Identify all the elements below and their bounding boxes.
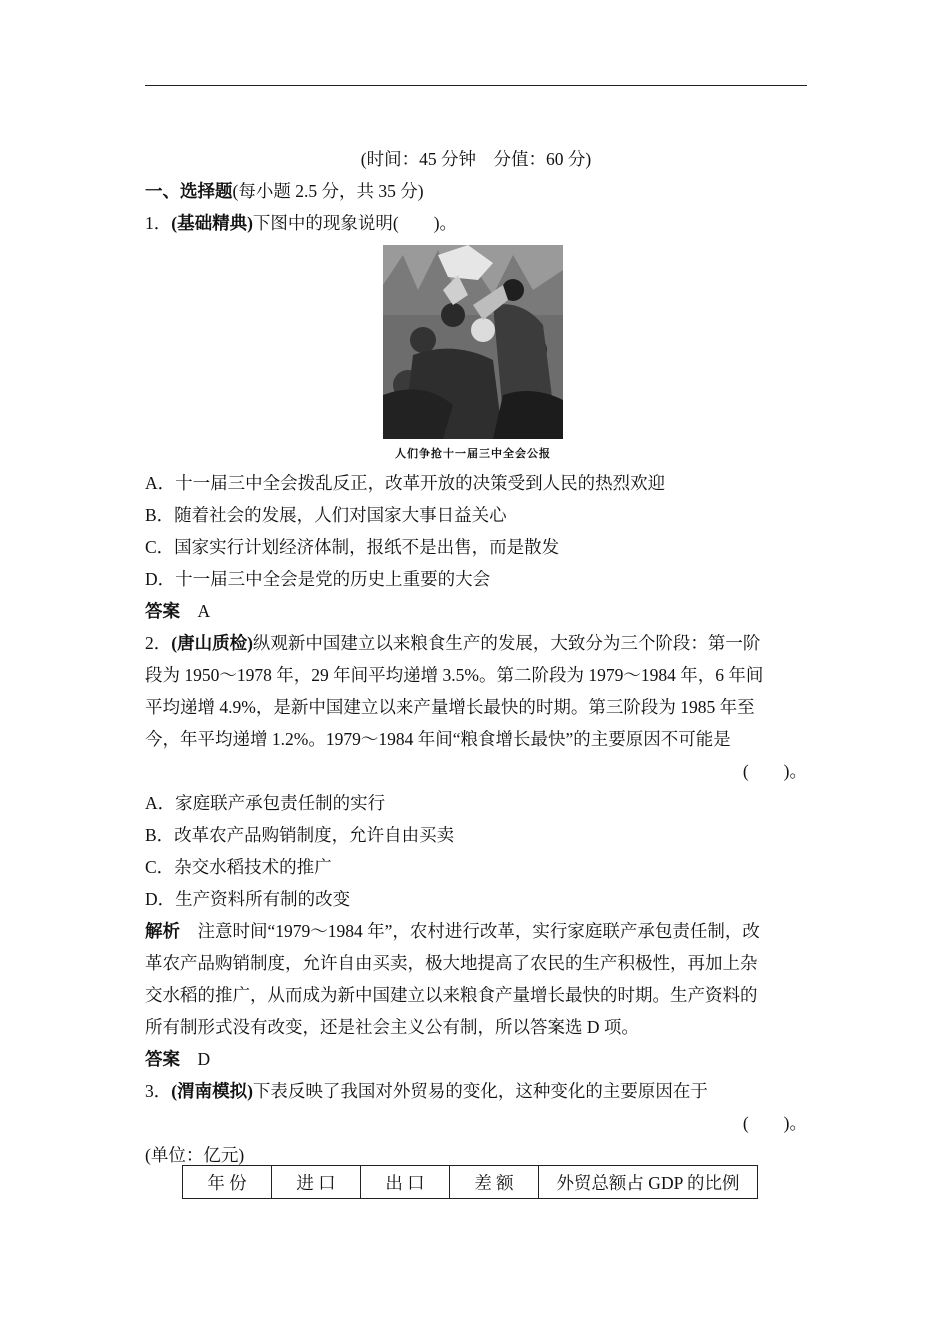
q3-bracket: ( )。 [742, 1113, 807, 1133]
q1-stem [145, 207, 807, 239]
section-heading [145, 175, 807, 207]
crowd-photo [383, 245, 563, 439]
q2-analysis-line-3: 交水稻的推广，从而成为新中国建立以来粮食产量增长最快的时期。生产资料的 [145, 985, 758, 1005]
table-header-balance: 差 额 [450, 1166, 539, 1199]
photo-caption: 人们争抢十一届三中全会公报 [395, 448, 551, 460]
q2-analysis-text-1: 注意时间“1979～1984 年”，农村进行改革，实行家庭联产承包责任制，改 [197, 921, 760, 941]
q1-figure [383, 245, 563, 461]
section-title: 一、选择题 [145, 181, 233, 201]
q1-option-c: C．国家实行计划经济体制，报纸不是出售，而是散发 [145, 537, 560, 557]
q2-bracket: ( )。 [742, 761, 807, 781]
q3-text: 下表反映了我国对外贸易的变化，这种变化的主要原因在于 [252, 1081, 708, 1101]
q1-number: 1． [145, 213, 172, 233]
q2-analysis-line-4: 所有制形式没有改变，还是社会主义公有制，所以答案选 D 项。 [145, 1017, 639, 1037]
trade-table [182, 1165, 758, 1199]
q3-number: 3． [145, 1081, 172, 1101]
q2-stem-line-3: 平均递增 4.9%，是新中国建立以来产量增长最快的时期。第三阶段为 1985 年至 [145, 697, 755, 717]
q1-option-b: B．随着社会的发展，人们对国家大事日益关心 [145, 505, 507, 525]
q2-option-a: A．家庭联产承包责任制的实行 [145, 793, 386, 813]
q1-answer [145, 595, 807, 627]
q3-unit: (单位：亿元) [145, 1145, 245, 1165]
q1-option-a: A．十一届三中全会拨乱反正，改革开放的决策受到人民的热烈欢迎 [145, 473, 666, 493]
q1-answer-label: 答案 [145, 601, 180, 621]
q2-analysis-label: 解析 [145, 921, 180, 941]
q3-stem [145, 1075, 807, 1107]
table-header-row [183, 1166, 758, 1199]
q2-answer-value: D [197, 1049, 211, 1069]
q1-source: (基础精典) [171, 213, 253, 233]
q2-option-c: C．杂交水稻技术的推广 [145, 857, 332, 877]
q2-stem-line-4: 今，年平均递增 1.2%。1979～1984 年间“粮食增长最快”的主要原因不可能是 [145, 729, 731, 749]
q2-stem-line-1 [145, 627, 807, 659]
q2-answer-label: 答案 [145, 1049, 180, 1069]
table-header-year: 年 份 [183, 1166, 272, 1199]
q2-number: 2． [145, 633, 172, 653]
q1-option-d: D．十一届三中全会是党的历史上重要的大会 [145, 569, 491, 589]
q2-source: (唐山质检) [171, 633, 253, 653]
q2-analysis-line-2: 革农产品购销制度，允许自由买卖，极大地提高了农民的生产积极性，再加上杂 [145, 953, 758, 973]
q2-analysis-line-1 [145, 915, 807, 947]
q2-option-d: D．生产资料所有制的改变 [145, 889, 351, 909]
q2-stem-line-2: 段为 1950～1978 年，29 年间平均递增 3.5%。第二阶段为 1979～1984 年，6 年间 [145, 665, 764, 685]
q2-option-b: B．改革农产品购销制度，允许自由买卖 [145, 825, 455, 845]
q1-answer-value: A [197, 601, 211, 621]
time-score: (时间：45 分钟 分值：60 分) [360, 149, 592, 169]
header-rule [145, 85, 807, 86]
table-header-import: 进 口 [272, 1166, 361, 1199]
table-header-export: 出 口 [361, 1166, 450, 1199]
table-header-gdp-ratio: 外贸总额占 GDP 的比例 [539, 1166, 758, 1199]
section-note: (每小题 2.5 分，共 35 分) [232, 181, 424, 201]
q2-text-1: 纵观新中国建立以来粮食生产的发展，大致分为三个阶段：第一阶 [252, 633, 761, 653]
q2-answer [145, 1043, 807, 1075]
q3-source: (渭南模拟) [171, 1081, 253, 1101]
q1-text: 下图中的现象说明( )。 [252, 213, 458, 233]
